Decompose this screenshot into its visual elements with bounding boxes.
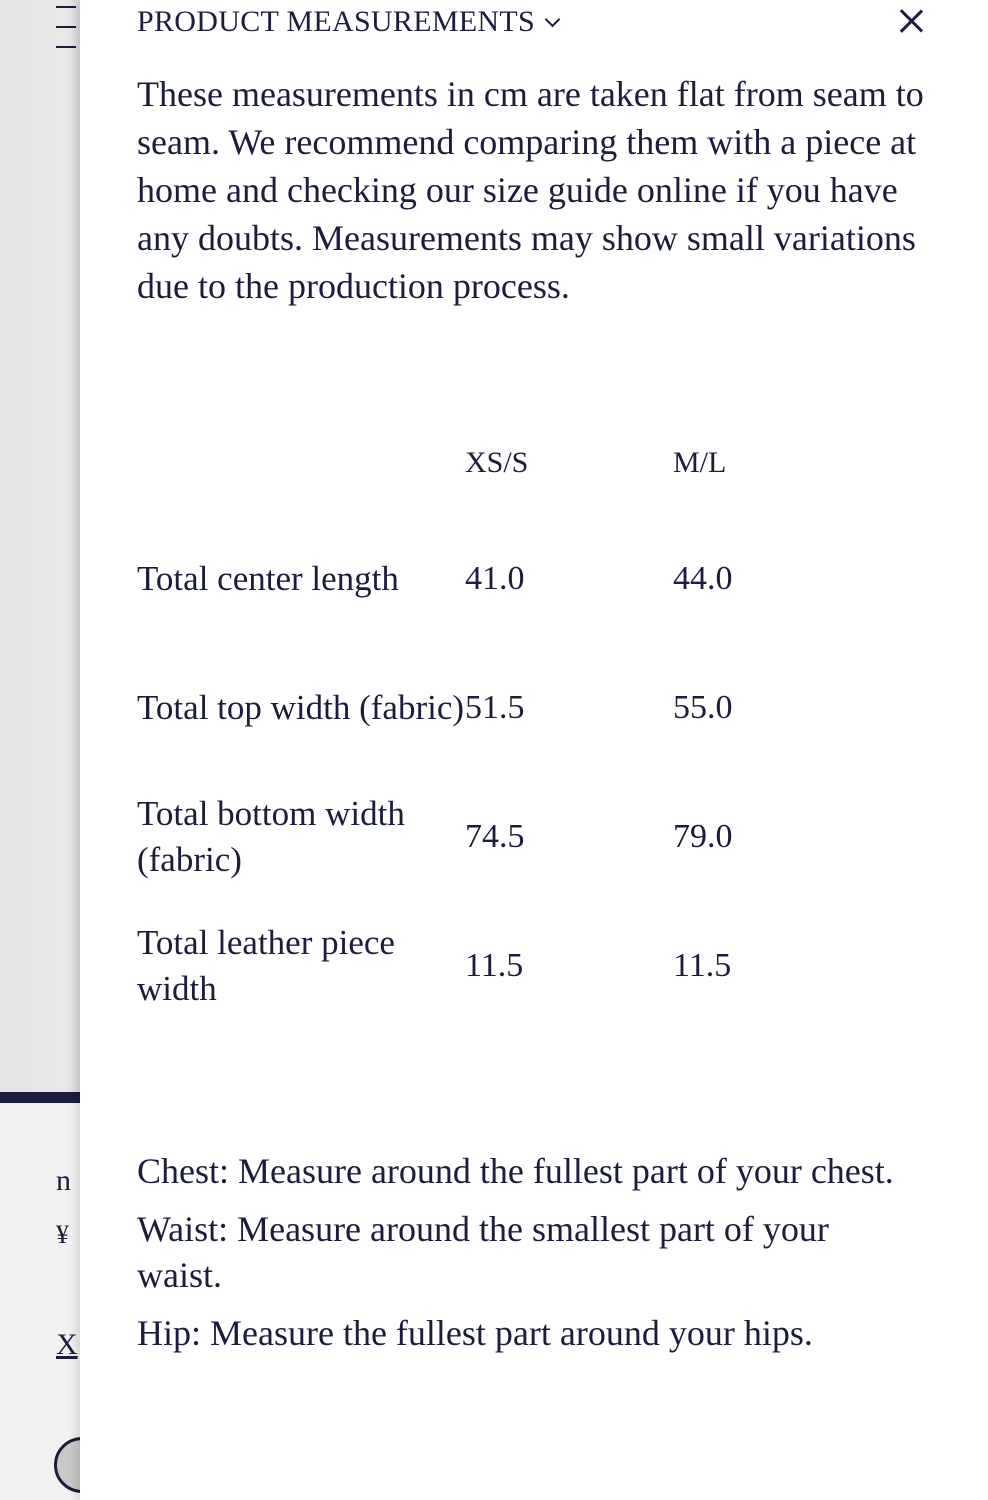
value-m-l: 44.0: [673, 559, 733, 597]
chest-note: Chest: Measure around the fullest part of your chest.: [137, 1151, 894, 1191]
background-upper-area: [0, 0, 80, 1093]
modal-title-dropdown[interactable]: [137, 4, 558, 40]
measurements-intro: These measurements in cm are taken flat from seam to seam. We recommend comparing them with a piece at home and checking our size guide online if you have any doubts. Measurements may show small variations due to the production process.: [137, 74, 924, 306]
row-label: Total top width (fabric): [137, 687, 465, 727]
waist-note: Waist: Measure around the smallest part of your waist.: [137, 1209, 829, 1295]
background-link-fragment[interactable]: X: [56, 1328, 78, 1361]
value-xs-s: 51.5: [465, 688, 525, 726]
background-text-fragment: n: [56, 1164, 71, 1197]
close-icon[interactable]: [896, 6, 926, 36]
measurements-table: [137, 440, 857, 1030]
value-xs-s: 74.5: [465, 817, 525, 855]
row-label: Total bottom width (fabric): [137, 793, 405, 879]
table-header-empty: [137, 440, 465, 486]
value-xs-s: 11.5: [465, 946, 524, 984]
row-label: Total center length: [137, 558, 399, 598]
table-header-m-l: M/L: [673, 446, 727, 479]
table-header-xs-s: XS/S: [465, 446, 529, 479]
background-page: [0, 0, 80, 1500]
table-row: [137, 643, 857, 772]
value-xs-s: 41.0: [465, 559, 525, 597]
value-m-l: 55.0: [673, 688, 733, 726]
table-row: [137, 901, 857, 1030]
table-row: [137, 772, 857, 901]
row-label: Total leather piece width: [137, 922, 395, 1008]
chevron-down-icon: [545, 11, 561, 27]
background-divider-bar: [0, 1092, 80, 1103]
table-row: [137, 514, 857, 643]
value-m-l: 79.0: [673, 817, 733, 855]
yen-icon: ¥: [56, 1220, 69, 1249]
table-header-row: [137, 440, 857, 486]
measurements-modal: [80, 0, 988, 1500]
measuring-notes: [137, 1148, 897, 1368]
modal-title: PRODUCT MEASUREMENTS: [137, 5, 536, 38]
value-m-l: 11.5: [673, 946, 732, 984]
menu-icon[interactable]: [56, 4, 76, 50]
hip-note: Hip: Measure the fullest part around your hips.: [137, 1313, 813, 1353]
